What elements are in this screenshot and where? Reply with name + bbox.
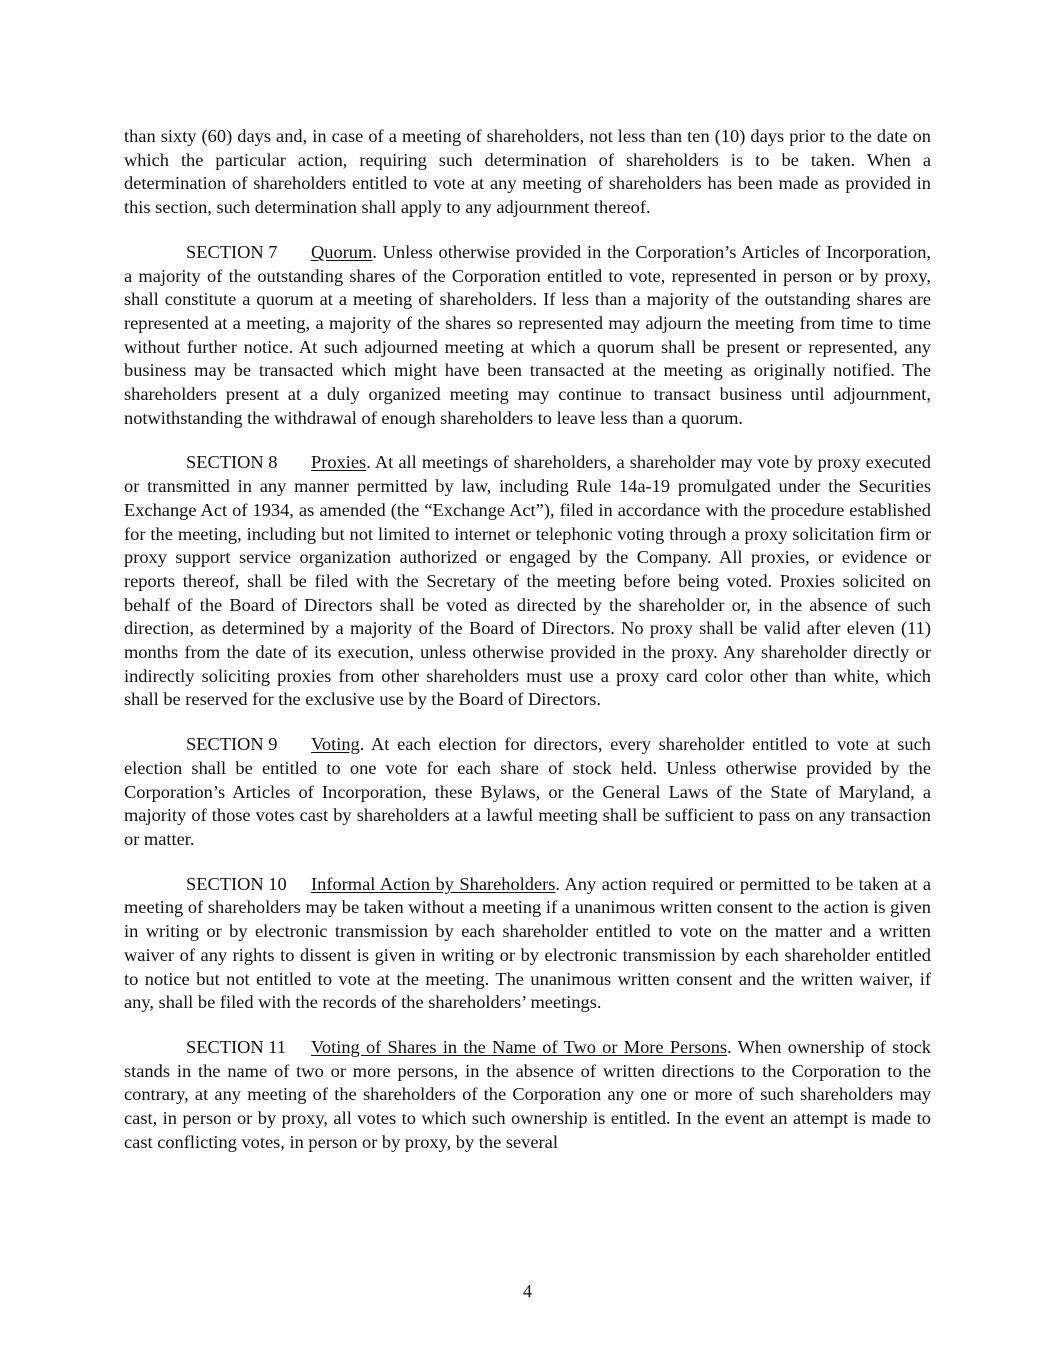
section-10-paragraph	[124, 873, 931, 1015]
section-9-title: Voting	[311, 734, 360, 755]
section-9-paragraph	[124, 733, 931, 852]
section-11-number: SECTION 11	[186, 1036, 286, 1057]
section-11-paragraph	[124, 1036, 931, 1155]
section-10-number: SECTION 10	[186, 873, 287, 894]
page-number: 4	[522, 1281, 533, 1301]
section-8-title: Proxies	[311, 452, 367, 473]
section-7-text: . Unless otherwise provided in the Corporation’s Articles of Incorporation, a majority of the outstanding shares of the Corporation entitled to vote, represented in person or by proxy, shall constitute a quorum at a meeting of shareholders. If less than a majority of the outstanding shares are represented at a meeting, a majority of the shares so represented may adjourn the meeting from time to time without further notice. At such adjourned meeting at which a quorum shall be present or represented, any business may be transacted which might have been transacted at the meeting as originally notified. The shareholders present at a duly organized meeting may continue to transact business until adjournment, notwithstanding the withdrawal of enough shareholders to leave less than a quorum.	[124, 241, 931, 428]
section-9-number: SECTION 9	[186, 734, 278, 755]
section-8-text: . At all meetings of shareholders, a shareholder may vote by proxy executed or transmitted in any manner permitted by law, including Rule 14a-19 promulgated under the Securities Exchange Act of 1934, as amended (the “Exchange Act”), filed in accordance with the procedure established for the meeting, including but not limited to internet or telephonic voting through a proxy solicitation firm or proxy support service organization authorized or engaged by the Company. All proxies, or evidence or reports thereof, shall be filed with the Secretary of the meeting before being voted. Proxies solicited on behalf of the Board of Directors shall be voted as directed by the shareholder or, in the absence of such direction, as determined by a majority of the Board of Directors. No proxy shall be valid after eleven (11) months from the date of its execution, unless otherwise provided in the proxy. Any shareholder directly or indirectly soliciting proxies from other shareholders must use a proxy card color other than white, which shall be reserved for the exclusive use by the Board of Directors.	[124, 452, 931, 710]
section-8-number: SECTION 8	[186, 452, 278, 473]
section-7-number: SECTION 7	[186, 241, 278, 262]
intro-paragraph: than sixty (60) days and, in case of a meeting of shareholders, not less than ten (10) days prior to the date on which the particular action, requiring such determination of shareholders is to be taken. When a determination of shareholders entitled to vote at any meeting of shareholders has been made as provided in this section, such determination shall apply to any adjournment thereof.	[124, 126, 931, 218]
section-11-title: Voting of Shares in the Name of Two or More Persons	[311, 1036, 728, 1057]
section-11-text: . When ownership of stock stands in the name of two or more persons, in the absence of written directions to the Corporation to the contrary, at any meeting of the shareholders of the Corporation any one or more of such shareholders may cast, in person or by proxy, all votes to which such ownership is entitled. In the event an attempt is made to cast conflicting votes, in person or by proxy, by the several	[124, 1036, 932, 1152]
section-8-paragraph	[124, 451, 931, 712]
section-10-title: Informal Action by Shareholders	[311, 873, 556, 894]
section-9-text: . At each election for directors, every shareholder entitled to vote at such election shall be entitled to one vote for each share of stock held. Unless otherwise provided by the Corporation’s Articles of Incorporation, these Bylaws, or the General Laws of the State of Maryland, a majority of those votes cast by shareholders at a lawful meeting shall be sufficient to pass on any transaction or matter.	[124, 734, 931, 849]
section-7-title: Quorum	[311, 241, 373, 262]
document-page	[124, 125, 931, 1175]
section-10-text: . Any action required or permitted to be taken at a meeting of shareholders may be taken without a meeting if a unanimous written consent to the action is given in writing or by electronic transmission by each shareholder entitled to vote on the matter and a written waiver of any rights to dissent is given in writing or by electronic transmission by each shareholder entitled to notice but not entitled to vote at the meeting. The unanimous written consent and the written waiver, if any, shall be filed with the records of the shareholders’ meetings.	[124, 873, 931, 1013]
section-7-paragraph	[124, 241, 931, 431]
